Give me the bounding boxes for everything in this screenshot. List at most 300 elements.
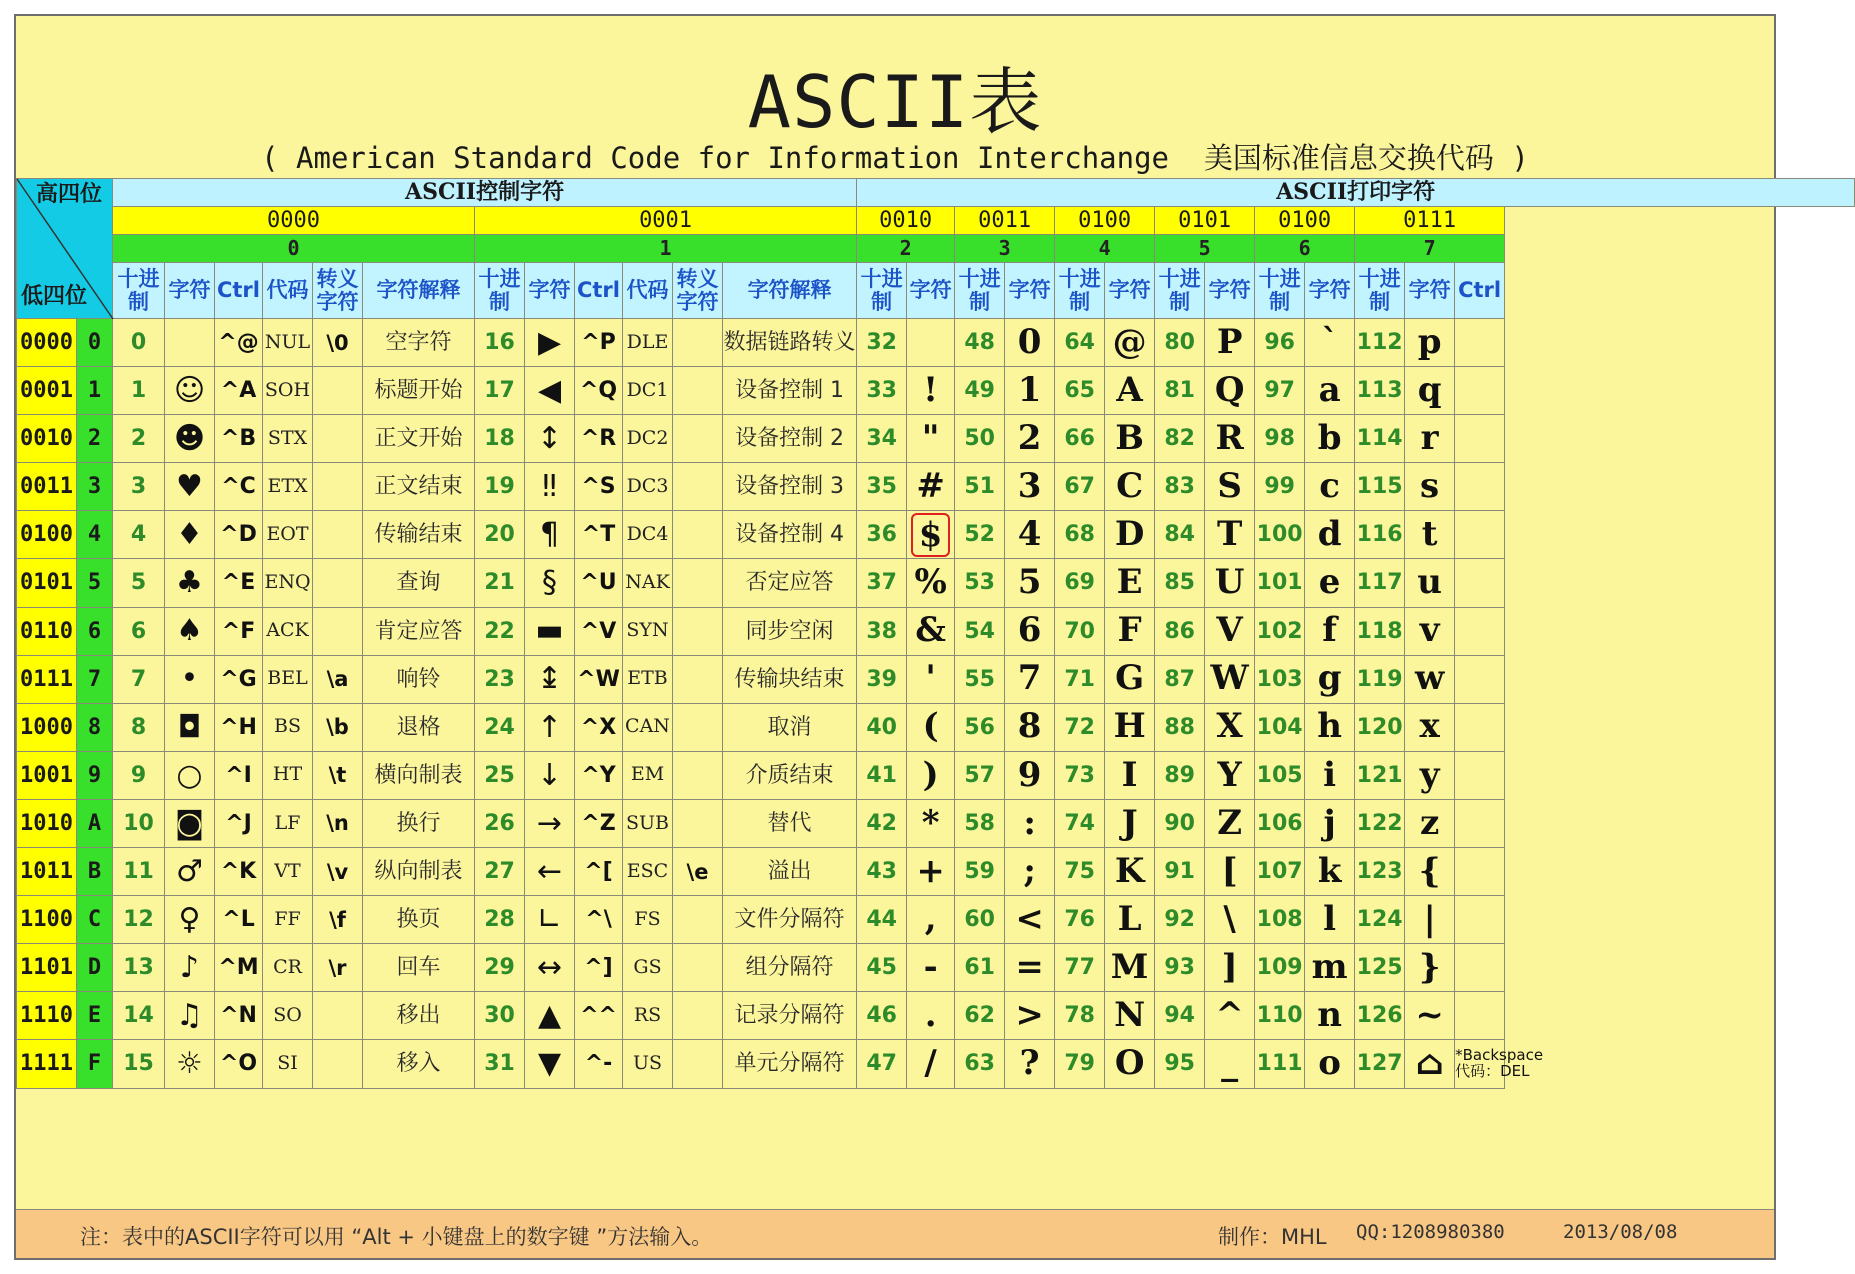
control-glyph: ♦ [165, 511, 215, 559]
code-abbr: US [623, 1040, 673, 1088]
decimal-value: 39 [857, 655, 907, 703]
ctrl-note-cell [1455, 1040, 1544, 1088]
table-row [17, 992, 1855, 1040]
low-bin: 1100 [17, 896, 77, 944]
decimal-value: 50 [955, 415, 1005, 463]
decimal-value: 59 [955, 848, 1005, 896]
control-glyph: ↔ [525, 944, 575, 992]
printable-char: Z [1205, 799, 1255, 847]
printable-char: R [1205, 415, 1255, 463]
code-abbr: ETX [263, 463, 313, 511]
printable-char: r [1405, 415, 1455, 463]
high-bin-0: 0000 [113, 207, 475, 235]
printable-char: ^ [1205, 992, 1255, 1040]
decimal-value: 93 [1155, 944, 1205, 992]
control-glyph: ▬ [525, 607, 575, 655]
decimal-value: 43 [857, 848, 907, 896]
del-note-line2: 代码：DEL [1455, 1061, 1530, 1080]
decimal-value: 3 [113, 463, 165, 511]
control-glyph [165, 319, 215, 367]
low-hex: B [77, 848, 113, 896]
control-glyph: ♂ [165, 848, 215, 896]
col-ctrl: Ctrl [215, 263, 263, 319]
ctrl-key: ^\ [575, 896, 623, 944]
low-hex: D [77, 944, 113, 992]
printable-char: & [907, 607, 955, 655]
printable-char: m [1305, 944, 1355, 992]
decimal-value: 16 [475, 319, 525, 367]
high-hex-5: 5 [1155, 235, 1255, 263]
ctrl-key: ^C [215, 463, 263, 511]
col-code: 代码 [263, 263, 313, 319]
ctrl-key: ^O [215, 1040, 263, 1088]
printable-char: F [1105, 607, 1155, 655]
decimal-value: 123 [1355, 848, 1405, 896]
code-abbr: DLE [623, 319, 673, 367]
col-char: 字符 [1005, 263, 1055, 319]
printable-char: A [1105, 367, 1155, 415]
decimal-value: 69 [1055, 559, 1105, 607]
low-hex: 4 [77, 511, 113, 559]
decimal-value: 68 [1055, 511, 1105, 559]
decimal-value: 121 [1355, 751, 1405, 799]
decimal-value: 24 [475, 703, 525, 751]
high-bin-5: 0101 [1155, 207, 1255, 235]
printable-char: z [1405, 799, 1455, 847]
decimal-value: 101 [1255, 559, 1305, 607]
low-bin: 0100 [17, 511, 77, 559]
decimal-value: 84 [1155, 511, 1205, 559]
low-bin: 0011 [17, 463, 77, 511]
low-hex: E [77, 992, 113, 1040]
escape-seq [673, 655, 723, 703]
escape-seq: \t [313, 751, 363, 799]
escape-seq: \0 [313, 319, 363, 367]
decimal-value: 23 [475, 655, 525, 703]
low-bin: 1101 [17, 944, 77, 992]
char-description: 记录分隔符 [723, 992, 857, 1040]
low-bin: 1010 [17, 799, 77, 847]
control-glyph: ↕ [525, 415, 575, 463]
decimal-value: 31 [475, 1040, 525, 1088]
high-bin-3: 0011 [955, 207, 1055, 235]
printable-char: y [1405, 751, 1455, 799]
ctrl-key: ^W [575, 655, 623, 703]
col-char: 字符 [1405, 263, 1455, 319]
col-escape: 转义字符 [673, 263, 723, 319]
printable-char: 8 [1005, 703, 1055, 751]
table-row [17, 751, 1855, 799]
printable-char: V [1205, 607, 1255, 655]
printable-char: P [1205, 319, 1255, 367]
decimal-value: 8 [113, 703, 165, 751]
decimal-value: 95 [1155, 1040, 1205, 1088]
decimal-value: 15 [113, 1040, 165, 1088]
control-group-header: ASCII控制字符 [113, 179, 857, 207]
ctrl-key: ^A [215, 367, 263, 415]
decimal-value: 47 [857, 1040, 907, 1088]
printable-char: W [1205, 655, 1255, 703]
control-glyph: ☻ [165, 415, 215, 463]
printable-char: a [1305, 367, 1355, 415]
control-glyph: • [165, 655, 215, 703]
decimal-value: 82 [1155, 415, 1205, 463]
col-escape: 转义字符 [313, 263, 363, 319]
decimal-value: 40 [857, 703, 907, 751]
printable-char: ] [1205, 944, 1255, 992]
printable-char: ~ [1405, 992, 1455, 1040]
char-description: 正文结束 [363, 463, 475, 511]
table-row [17, 367, 1855, 415]
printable-char: _ [1205, 1040, 1255, 1088]
ascii-table-sheet [14, 14, 1776, 1260]
low-bin: 0111 [17, 655, 77, 703]
char-description: 肯定应答 [363, 607, 475, 655]
decimal-value: 33 [857, 367, 907, 415]
decimal-value: 114 [1355, 415, 1405, 463]
control-glyph: ♪ [165, 944, 215, 992]
ctrl-note-cell [1455, 751, 1505, 799]
printable-char: ( [907, 703, 955, 751]
decimal-value: 13 [113, 944, 165, 992]
decimal-value: 55 [955, 655, 1005, 703]
char-description: 设备控制 1 [723, 367, 857, 415]
printable-char: D [1105, 511, 1155, 559]
ctrl-key: ^N [215, 992, 263, 1040]
printable-char: k [1305, 848, 1355, 896]
low-hex: 2 [77, 415, 113, 463]
decimal-value: 115 [1355, 463, 1405, 511]
code-abbr: CAN [623, 703, 673, 751]
decimal-value: 78 [1055, 992, 1105, 1040]
decimal-value: 90 [1155, 799, 1205, 847]
printable-char: / [907, 1040, 955, 1088]
control-glyph: ☼ [165, 1040, 215, 1088]
decimal-value: 118 [1355, 607, 1405, 655]
printable-char: } [1405, 944, 1455, 992]
escape-seq [313, 463, 363, 511]
printable-char: L [1105, 896, 1155, 944]
decimal-value: 27 [475, 848, 525, 896]
printable-char: K [1105, 848, 1155, 896]
decimal-value: 85 [1155, 559, 1205, 607]
escape-seq: \a [313, 655, 363, 703]
decimal-value: 74 [1055, 799, 1105, 847]
decimal-value: 76 [1055, 896, 1105, 944]
printable-char: : [1005, 799, 1055, 847]
corner-header [17, 179, 113, 319]
decimal-value: 111 [1255, 1040, 1305, 1088]
printable-char: g [1305, 655, 1355, 703]
col-decimal: 十进制 [1155, 263, 1205, 319]
ctrl-note-cell [1455, 896, 1505, 944]
escape-seq [673, 896, 723, 944]
decimal-value: 100 [1255, 511, 1305, 559]
printable-char: ; [1005, 848, 1055, 896]
code-abbr: LF [263, 799, 313, 847]
corner-low-label: 低四位 [21, 283, 88, 309]
printable-char: u [1405, 559, 1455, 607]
decimal-value: 102 [1255, 607, 1305, 655]
footer-note: 注：表中的ASCII字符可以用 “Alt + 小键盘上的数字键 ”方法输入。 [80, 1225, 713, 1249]
decimal-value: 65 [1055, 367, 1105, 415]
col-decimal: 十进制 [955, 263, 1005, 319]
escape-seq [673, 799, 723, 847]
decimal-value: 66 [1055, 415, 1105, 463]
printable-char: 2 [1005, 415, 1055, 463]
decimal-value: 49 [955, 367, 1005, 415]
char-description: 换行 [363, 799, 475, 847]
printable-char: = [1005, 944, 1055, 992]
footer-maker: 制作：MHL [1218, 1225, 1327, 1249]
printable-char: H [1105, 703, 1155, 751]
decimal-value: 29 [475, 944, 525, 992]
decimal-value: 116 [1355, 511, 1405, 559]
decimal-value: 58 [955, 799, 1005, 847]
decimal-value: 30 [475, 992, 525, 1040]
decimal-value: 60 [955, 896, 1005, 944]
decimal-value: 122 [1355, 799, 1405, 847]
control-glyph: ♠ [165, 607, 215, 655]
code-abbr: EM [623, 751, 673, 799]
control-glyph: ◙ [165, 799, 215, 847]
decimal-value: 17 [475, 367, 525, 415]
decimal-value: 73 [1055, 751, 1105, 799]
control-glyph: ∟ [525, 896, 575, 944]
ctrl-key: ^] [575, 944, 623, 992]
col-ctrl: Ctrl [575, 263, 623, 319]
table-row [17, 319, 1855, 367]
escape-seq [673, 367, 723, 415]
ctrl-note-cell [1455, 992, 1505, 1040]
code-abbr: NAK [623, 559, 673, 607]
low-hex: 9 [77, 751, 113, 799]
decimal-value: 18 [475, 415, 525, 463]
code-abbr: BEL [263, 655, 313, 703]
decimal-value: 92 [1155, 896, 1205, 944]
code-abbr: CR [263, 944, 313, 992]
high-bin-2: 0010 [857, 207, 955, 235]
escape-seq [313, 511, 363, 559]
decimal-value: 46 [857, 992, 907, 1040]
printable-char: ` [1305, 319, 1355, 367]
ctrl-note-cell [1455, 415, 1505, 463]
table-row [17, 415, 1855, 463]
printable-char: b [1305, 415, 1355, 463]
control-glyph: ¶ [525, 511, 575, 559]
printable-char: J [1105, 799, 1155, 847]
decimal-value: 28 [475, 896, 525, 944]
low-bin: 0101 [17, 559, 77, 607]
decimal-value: 56 [955, 703, 1005, 751]
ctrl-note-cell [1455, 799, 1505, 847]
printable-char: s [1405, 463, 1455, 511]
col-char: 字符 [525, 263, 575, 319]
control-glyph: ‼ [525, 463, 575, 511]
col-decimal: 十进制 [475, 263, 525, 319]
escape-seq [673, 944, 723, 992]
escape-seq: \n [313, 799, 363, 847]
code-abbr: SI [263, 1040, 313, 1088]
col-decimal: 十进制 [1055, 263, 1105, 319]
printable-char: . [907, 992, 955, 1040]
decimal-value: 22 [475, 607, 525, 655]
printable-char: T [1205, 511, 1255, 559]
ctrl-key: ^I [215, 751, 263, 799]
printable-char: 4 [1005, 511, 1055, 559]
decimal-value: 10 [113, 799, 165, 847]
highlighted-char: $ [911, 513, 951, 558]
printable-char: 0 [1005, 319, 1055, 367]
code-abbr: FS [623, 896, 673, 944]
ctrl-key: ^R [575, 415, 623, 463]
char-description: 设备控制 2 [723, 415, 857, 463]
low-bin: 0110 [17, 607, 77, 655]
decimal-value: 98 [1255, 415, 1305, 463]
printable-char: E [1105, 559, 1155, 607]
low-hex: C [77, 896, 113, 944]
control-glyph: ↓ [525, 751, 575, 799]
printable-char: ? [1005, 1040, 1055, 1088]
high-hex-4: 4 [1055, 235, 1155, 263]
decimal-value: 80 [1155, 319, 1205, 367]
decimal-value: 86 [1155, 607, 1205, 655]
ctrl-key: ^@ [215, 319, 263, 367]
code-abbr: ACK [263, 607, 313, 655]
decimal-value: 97 [1255, 367, 1305, 415]
printable-char: * [907, 799, 955, 847]
code-abbr: VT [263, 848, 313, 896]
char-description: 数据链路转义 [723, 319, 857, 367]
code-abbr: GS [623, 944, 673, 992]
high-hex-3: 3 [955, 235, 1055, 263]
decimal-value: 124 [1355, 896, 1405, 944]
low-hex: 3 [77, 463, 113, 511]
printable-char: X [1205, 703, 1255, 751]
decimal-value: 6 [113, 607, 165, 655]
col-desc: 字符解释 [363, 263, 475, 319]
printable-char: { [1405, 848, 1455, 896]
col-char: 字符 [1105, 263, 1155, 319]
ctrl-note-cell [1455, 463, 1505, 511]
printable-char: N [1105, 992, 1155, 1040]
code-abbr: BS [263, 703, 313, 751]
code-abbr: DC4 [623, 511, 673, 559]
decimal-value: 94 [1155, 992, 1205, 1040]
footer-date: 2013/08/08 [1563, 1221, 1678, 1243]
char-description: 回车 [363, 944, 475, 992]
decimal-value: 127 [1355, 1040, 1405, 1088]
control-glyph: ♫ [165, 992, 215, 1040]
printable-char: p [1405, 319, 1455, 367]
ctrl-key: ^P [575, 319, 623, 367]
table-row [17, 655, 1855, 703]
printable-char: h [1305, 703, 1355, 751]
printable-char: v [1405, 607, 1455, 655]
ctrl-key: ^J [215, 799, 263, 847]
table-row [17, 799, 1855, 847]
high-hex-1: 1 [475, 235, 857, 263]
high-bin-7: 0111 [1355, 207, 1505, 235]
printable-char: 9 [1005, 751, 1055, 799]
decimal-value: 4 [113, 511, 165, 559]
code-abbr: SYN [623, 607, 673, 655]
control-glyph: ← [525, 848, 575, 896]
char-description: 标题开始 [363, 367, 475, 415]
control-glyph: ☺ [165, 367, 215, 415]
col-decimal: 十进制 [1355, 263, 1405, 319]
char-description: 介质结束 [723, 751, 857, 799]
printable-char: 6 [1005, 607, 1055, 655]
code-abbr: FF [263, 896, 313, 944]
decimal-value: 109 [1255, 944, 1305, 992]
decimal-value: 72 [1055, 703, 1105, 751]
escape-seq [673, 463, 723, 511]
printable-char: f [1305, 607, 1355, 655]
table-row [17, 607, 1855, 655]
decimal-value: 113 [1355, 367, 1405, 415]
printable-char: > [1005, 992, 1055, 1040]
decimal-value: 108 [1255, 896, 1305, 944]
char-description: 空字符 [363, 319, 475, 367]
escape-seq [313, 367, 363, 415]
printable-char: n [1305, 992, 1355, 1040]
char-description: 替代 [723, 799, 857, 847]
escape-seq: \v [313, 848, 363, 896]
decimal-value: 81 [1155, 367, 1205, 415]
escape-seq [673, 319, 723, 367]
col-code: 代码 [623, 263, 673, 319]
decimal-value: 125 [1355, 944, 1405, 992]
ctrl-key: ^F [215, 607, 263, 655]
decimal-value: 79 [1055, 1040, 1105, 1088]
printable-char: o [1305, 1040, 1355, 1088]
printable-char: M [1105, 944, 1155, 992]
decimal-value: 2 [113, 415, 165, 463]
decimal-value: 89 [1155, 751, 1205, 799]
char-description: 横向制表 [363, 751, 475, 799]
printable-char: i [1305, 751, 1355, 799]
ctrl-key: ^Z [575, 799, 623, 847]
decimal-value: 64 [1055, 319, 1105, 367]
col-char: 字符 [1305, 263, 1355, 319]
decimal-value: 107 [1255, 848, 1305, 896]
decimal-value: 36 [857, 511, 907, 559]
decimal-value: 103 [1255, 655, 1305, 703]
high-hex-2: 2 [857, 235, 955, 263]
printable-char: 5 [1005, 559, 1055, 607]
char-description: 移出 [363, 992, 475, 1040]
decimal-value: 88 [1155, 703, 1205, 751]
char-description: 单元分隔符 [723, 1040, 857, 1088]
high-bin-6: 0100 [1255, 207, 1355, 235]
control-glyph: ♥ [165, 463, 215, 511]
decimal-value: 41 [857, 751, 907, 799]
printable-char: # [907, 463, 955, 511]
low-hex: 7 [77, 655, 113, 703]
col-char: 字符 [1205, 263, 1255, 319]
code-abbr: STX [263, 415, 313, 463]
decimal-value: 57 [955, 751, 1005, 799]
char-description: 设备控制 3 [723, 463, 857, 511]
decimal-value: 25 [475, 751, 525, 799]
ctrl-key: ^H [215, 703, 263, 751]
table-row [17, 848, 1855, 896]
high-bin-1: 0001 [475, 207, 857, 235]
printable-char: + [907, 848, 955, 896]
low-bin: 1011 [17, 848, 77, 896]
escape-seq [673, 751, 723, 799]
